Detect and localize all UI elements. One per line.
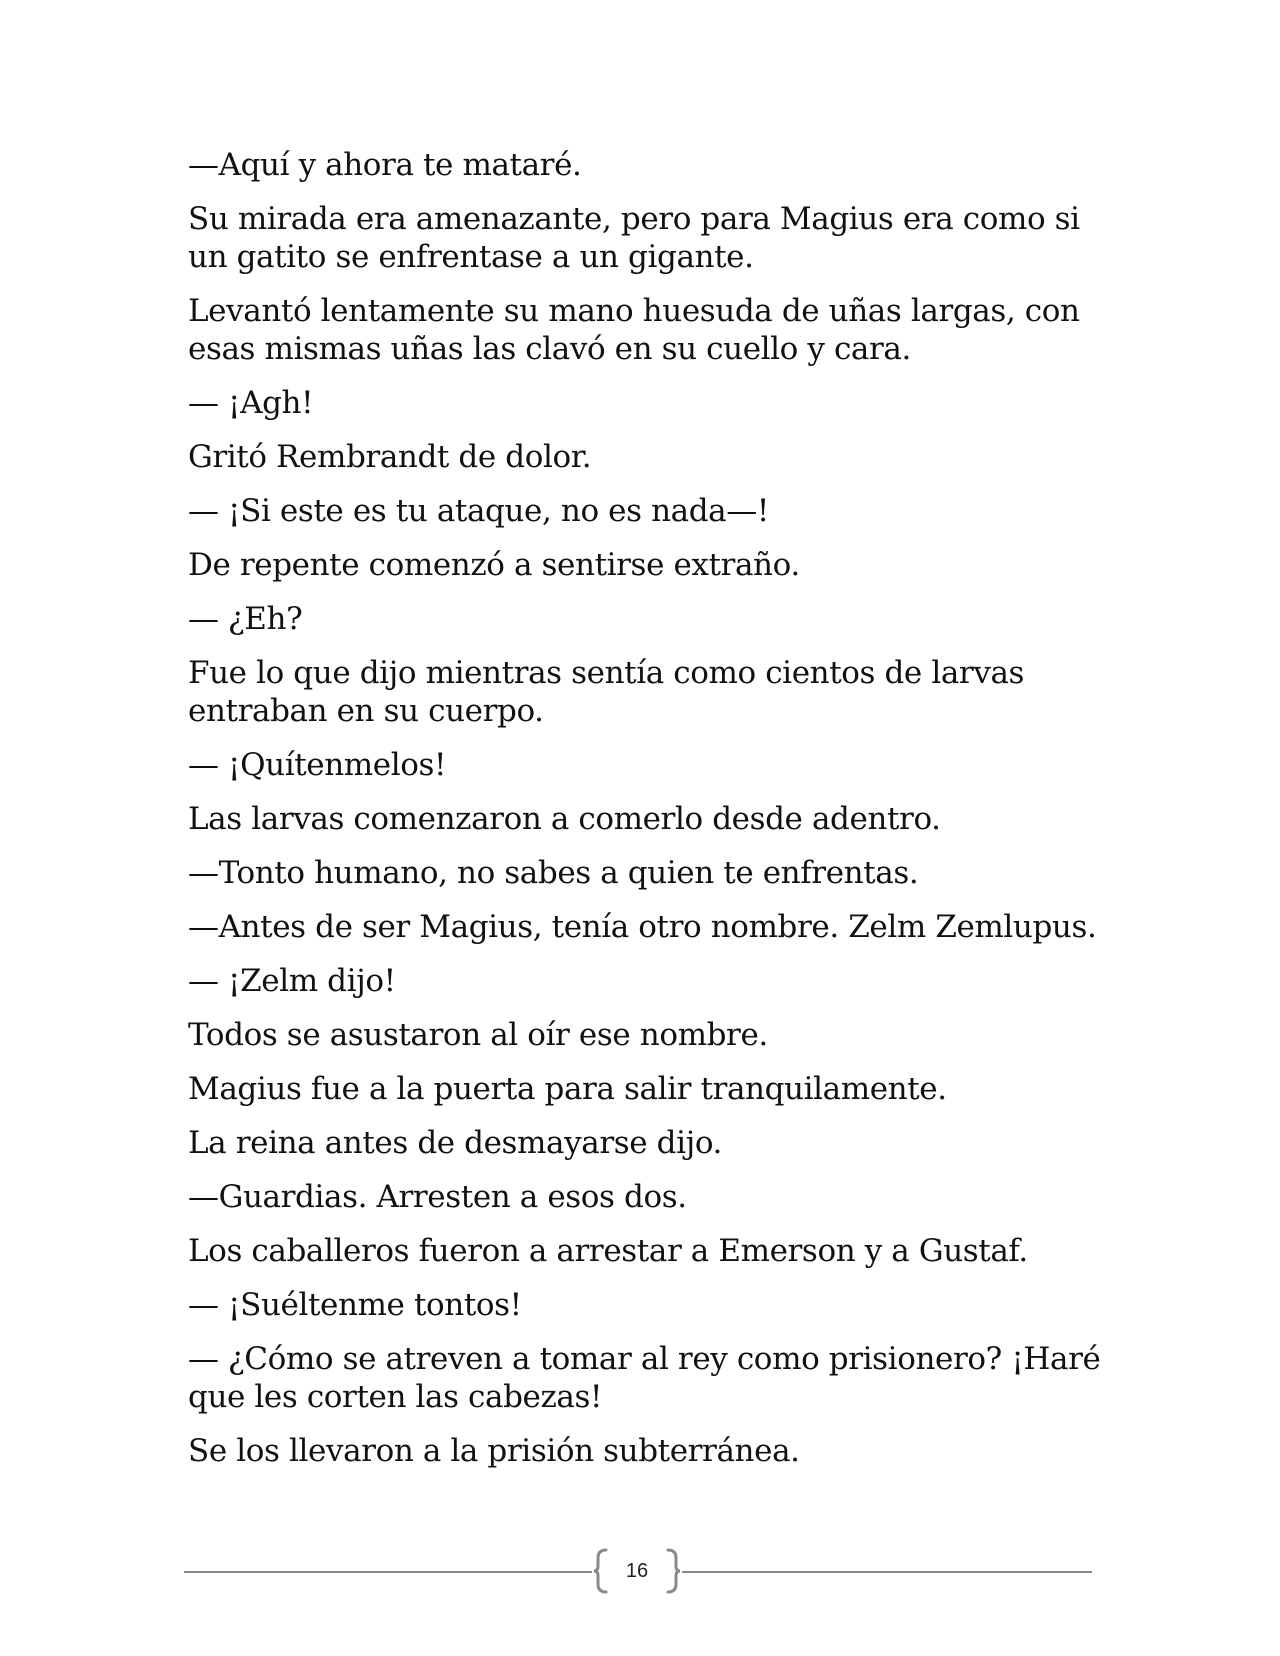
- paragraph: Fue lo que dijo mientras sentía como cientos de larvas entraban en su cuerpo.: [188, 655, 1025, 729]
- paragraph: —Antes de ser Magius, tenía otro nombre. Zelm Zemlupus.: [188, 909, 1097, 945]
- page-footer: [184, 1548, 1092, 1596]
- paragraph: — ¡Suéltenme tontos!: [188, 1287, 522, 1323]
- right-brace-icon: [664, 1548, 682, 1594]
- paragraph: De repente comenzó a sentirse extraño.: [188, 547, 800, 583]
- page-number: 16: [625, 1560, 649, 1582]
- paragraph: —Guardias. Arresten a esos dos.: [188, 1179, 687, 1215]
- paragraph: Todos se asustaron al oír ese nombre.: [188, 1017, 768, 1053]
- paragraph: La reina antes de desmayarse dijo.: [188, 1125, 723, 1161]
- paragraph: Los caballeros fueron a arrestar a Emerson y a Gustaf.: [188, 1233, 1028, 1269]
- left-brace-icon: [592, 1548, 610, 1594]
- paragraph: —Aquí y ahora te mataré.: [188, 147, 582, 183]
- footer-rule-left: [184, 1571, 592, 1573]
- paragraph: Gritó Rembrandt de dolor.: [188, 439, 592, 475]
- paragraph: — ¡Si este es tu ataque, no es nada—!: [188, 493, 769, 529]
- paragraph: — ¿Cómo se atreven a tomar al rey como prisionero? ¡Haré que les corten las cabezas!: [188, 1341, 1101, 1415]
- paragraph: Levantó lentamente su mano huesuda de uñas largas, con esas mismas uñas las clavó en su cuello y cara.: [188, 293, 1080, 367]
- paragraph: — ¡Zelm dijo!: [188, 963, 396, 999]
- paragraph: —Tonto humano, no sabes a quien te enfrentas.: [188, 855, 919, 891]
- paragraph: Magius fue a la puerta para salir tranquilamente.: [188, 1071, 947, 1107]
- paragraph: — ¡Quítenmelos!: [188, 747, 447, 783]
- footer-rule-right: [682, 1571, 1092, 1573]
- paragraph: — ¿Eh?: [188, 601, 303, 637]
- paragraph: Su mirada era amenazante, pero para Magius era como si un gatito se enfrentase a un gigante.: [188, 201, 1080, 275]
- paragraph: — ¡Agh!: [188, 385, 314, 421]
- paragraph: Las larvas comenzaron a comerlo desde adentro.: [188, 801, 941, 837]
- body-text: [188, 146, 1108, 1486]
- paragraph: Se los llevaron a la prisión subterránea.: [188, 1433, 800, 1469]
